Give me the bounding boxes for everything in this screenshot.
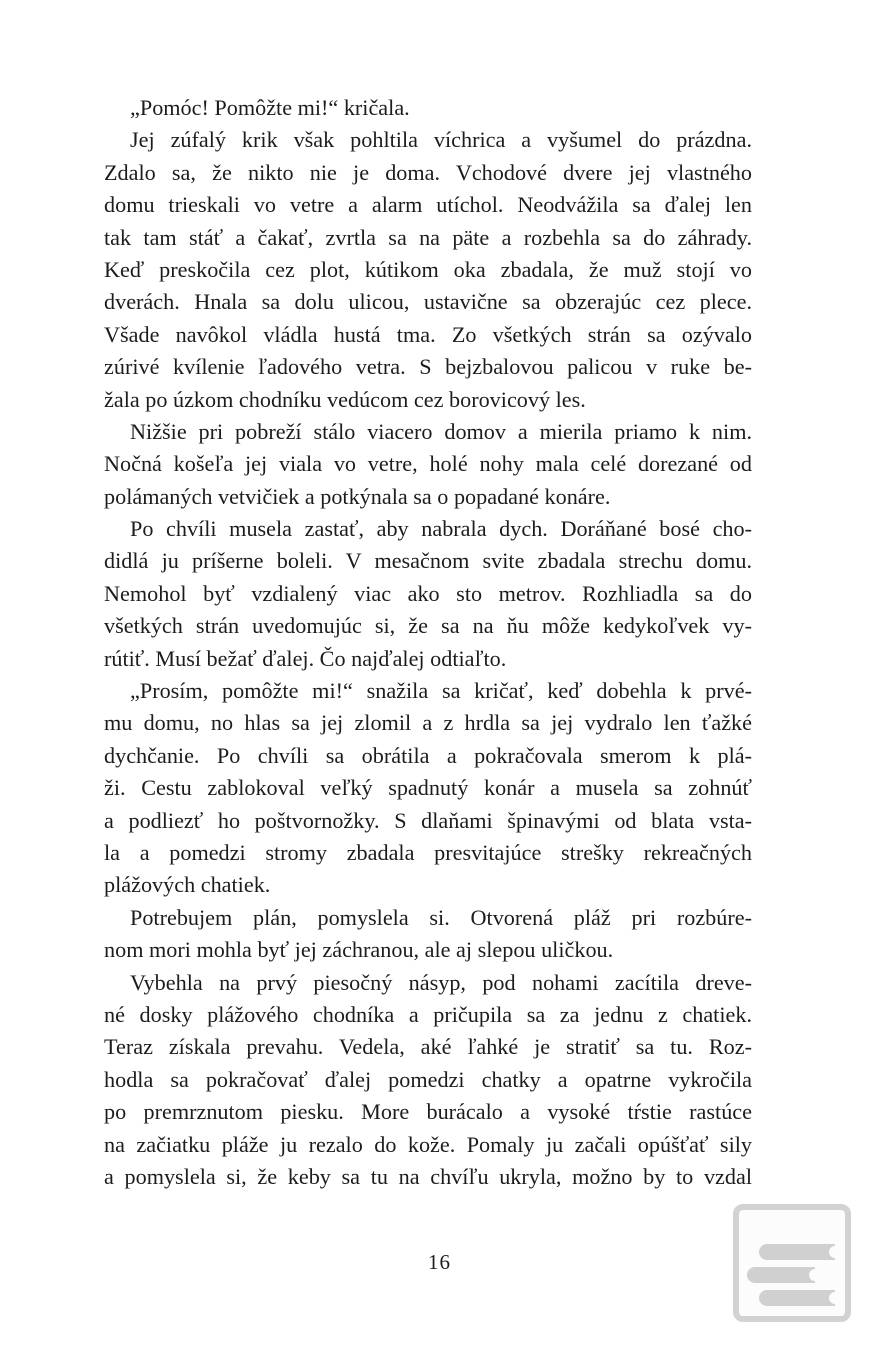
text-line: a pomyslela si, že keby sa tu na chvíľu ukryla, možno by to vzdal xyxy=(104,1163,752,1189)
text-line: Zdalo sa, že nikto nie je doma. Vchodové dvere jej vlastného xyxy=(104,159,752,185)
text-line: Teraz získala prevahu. Vedela, aké ľahké je stratiť sa tu. Roz- xyxy=(104,1034,752,1060)
text-line: zúrivé kvílenie ľadového vetra. S bejzbalovou palicou v ruke be- xyxy=(104,354,752,380)
text-line: po premrznutom piesku. More burácalo a vysoké tŕstie rastúce xyxy=(104,1099,752,1125)
text-line: Jej zúfalý krik však pohltila víchrica a vyšumel do prázdna. xyxy=(130,127,752,153)
text-line: tak tam stáť a čakať, zvrtla sa na päte a rozbehla sa do záhrady. xyxy=(104,224,752,250)
page-number: 16 xyxy=(428,1250,451,1274)
text-line: Nižšie pri pobreží stálo viacero domov a mierila priamo k nim. xyxy=(130,418,752,444)
text-line: žala po úzkom chodníku vedúcom cez borovicový les. xyxy=(104,386,586,412)
text-line: Nočná košeľa jej viala vo vetre, holé nohy mala celé dorezané od xyxy=(104,451,752,477)
text-line: Potrebujem plán, pomyslela si. Otvorená pláž pri rozbúre- xyxy=(130,904,752,930)
text-line: domu trieskali vo vetre a alarm utíchol. Neodvážila sa ďalej len xyxy=(104,192,752,218)
paragraph xyxy=(104,675,752,902)
text-line: plážových chatiek. xyxy=(104,872,271,898)
stacked-books-icon xyxy=(739,1210,845,1316)
book-middle xyxy=(747,1267,815,1283)
paragraph xyxy=(104,124,752,416)
text-line: rútiť. Musí bežať ďalej. Čo najďalej odtiaľto. xyxy=(104,645,507,671)
watermark-badge[interactable] xyxy=(733,1204,851,1322)
text-line: Po chvíli musela zastať, aby nabrala dych. Doráňané bosé cho- xyxy=(130,516,752,542)
page-body xyxy=(104,92,752,1193)
text-line: didlá ju príšerne boleli. V mesačnom svite zbadala strechu domu. xyxy=(104,548,752,574)
text-line: a podliezť ho poštvornožky. S dlaňami špinavými od blata vsta- xyxy=(104,807,752,833)
text-line: na začiatku pláže ju rezalo do kože. Pomaly ju začali opúšťať sily xyxy=(104,1131,752,1157)
text-line: mu domu, no hlas sa jej zlomil a z hrdla sa jej vydralo len ťažké xyxy=(104,710,752,736)
text-line: všetkých strán uvedomujúc si, že sa na ňu môže kedykoľvek vy- xyxy=(104,613,752,639)
text-line: hodla sa pokračovať ďalej pomedzi chatky a opatrne vykročila xyxy=(104,1066,752,1092)
paragraph xyxy=(104,513,752,675)
book-bottom xyxy=(759,1290,835,1306)
text-line: Keď preskočila cez plot, kútikom oka zbadala, že muž stojí vo xyxy=(104,256,752,282)
paragraph xyxy=(104,902,752,967)
paragraph xyxy=(104,967,752,1194)
text-line: nom mori mohla byť jej záchranou, ale aj slepou uličkou. xyxy=(104,937,614,963)
text-line: polámaných vetvičiek a potkýnala sa o popadané konáre. xyxy=(104,483,611,509)
book-top xyxy=(759,1244,835,1260)
text-line: dverách. Hnala sa dolu ulicou, ustavične sa obzerajúc cez plece. xyxy=(104,289,752,315)
text-line: dychčanie. Po chvíli sa obrátila a pokračovala smerom k plá- xyxy=(104,742,752,768)
text-line: ži. Cestu zablokoval veľký spadnutý konár a musela sa zohnúť xyxy=(104,775,752,801)
paragraph xyxy=(104,92,752,124)
text-line: Nemohol byť vzdialený viac ako sto metrov. Rozhliadla sa do xyxy=(104,580,752,606)
paragraph xyxy=(104,416,752,513)
text-line: né dosky plážového chodníka a pričupila sa za jednu z chatiek. xyxy=(104,1001,752,1027)
text-line: Všade navôkol vládla hustá tma. Zo všetkých strán sa ozývalo xyxy=(104,321,752,347)
text-line: „Prosím, pomôžte mi!“ snažila sa kričať, keď dobehla k prvé- xyxy=(130,678,752,704)
text-line: „Pomóc! Pomôžte mi!“ kričala. xyxy=(130,95,410,120)
text-line: la a pomedzi stromy zbadala presvitajúce strešky rekreačných xyxy=(104,839,752,865)
text-line: Vybehla na prvý piesočný násyp, pod nohami zacítila dreve- xyxy=(130,969,752,995)
